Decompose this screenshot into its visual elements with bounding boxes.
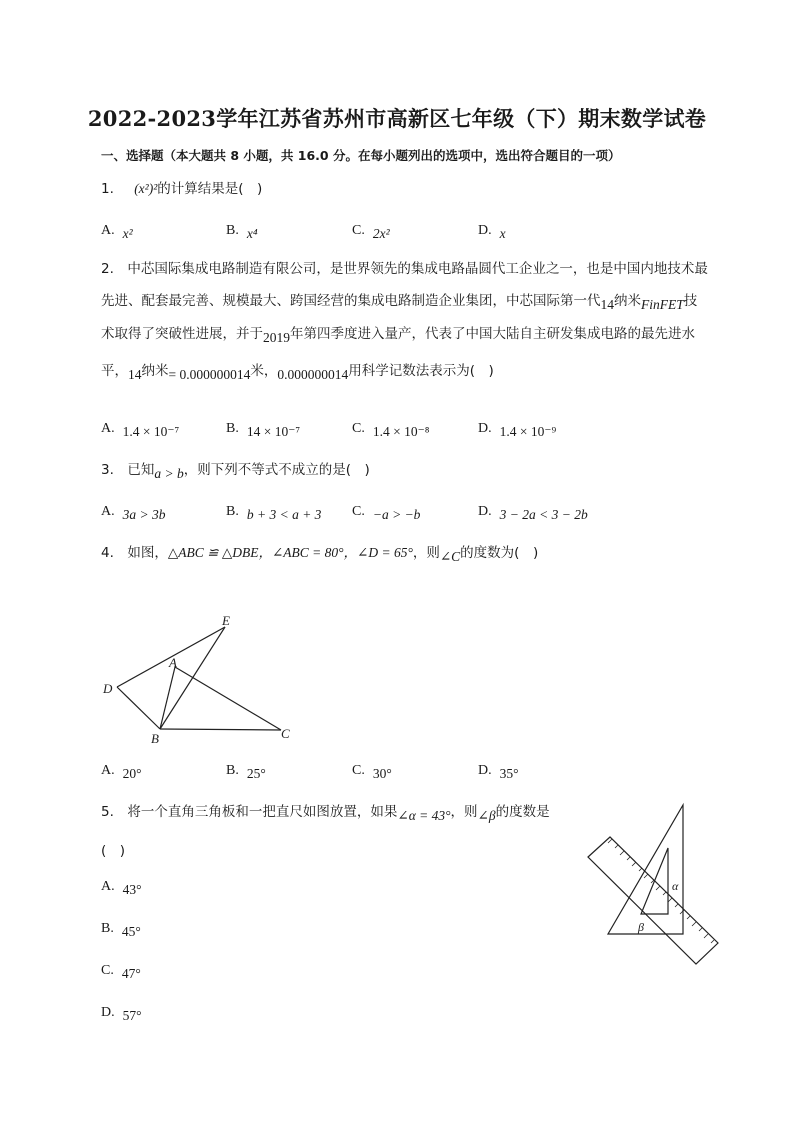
question-3: 3. 已知a > b，则下列不等式不成立的是( ) — [101, 462, 370, 481]
question-2: 2. 中芯国际集成电路制造有限公司，是世界领先的集成电路晶圆代工企业之一，也是中国内地技术最 先进、配套最完善、规模最大、跨国经营的集成电路制造企业集团，中芯国际第一代14纳米FinFET技 术取得了突破性进展，并于2019年第四季度进入量产，代表了中国大陆自主研发集成电路的最先进水 平，14纳米= 0.000000014米，0.000000014用科学记数法表示为( ) — [101, 261, 708, 382]
question-number: 1. — [101, 181, 114, 197]
q1-option-a[interactable]: A. x² — [101, 223, 133, 241]
question-number: 2. — [101, 261, 114, 277]
label-b: B — [151, 731, 159, 746]
q5-option-a[interactable]: A. 43° — [101, 879, 142, 897]
q2-option-b[interactable]: B. 14 × 10⁻⁷ — [226, 421, 301, 439]
q4-option-a[interactable]: A. 20° — [101, 763, 142, 781]
q5-paren: ( ) — [101, 843, 126, 859]
q1-option-c[interactable]: C. 2x² — [352, 223, 390, 241]
q3-option-b[interactable]: B. b + 3 < a + 3 — [226, 504, 322, 522]
label-d: D — [103, 681, 113, 696]
label-alpha: α — [672, 879, 679, 893]
q2-option-a[interactable]: A. 1.4 × 10⁻⁷ — [101, 421, 180, 439]
question-5: 5. 将一个直角三角板和一把直尺如图放置，如果∠α = 43°，则∠β的度数是 — [101, 804, 550, 823]
math-expression: (x²)² — [134, 181, 158, 196]
q3-option-d[interactable]: D. 3 − 2a < 3 − 2b — [478, 504, 588, 522]
section-header: 一、选择题（本大题共 8 小题，共 16.0 分。在每小题列出的选项中，选出符合题目的一项） — [101, 148, 621, 163]
label-a: A — [169, 655, 177, 670]
label-c: C — [281, 726, 290, 741]
question-1 — [101, 180, 262, 198]
q4-option-d[interactable]: D. 35° — [478, 763, 519, 781]
question-text: 的计算结果是( ) — [157, 181, 263, 197]
page-title: 2022-2023学年江苏省苏州市高新区七年级（下）期末数学试卷 — [87, 106, 707, 131]
q1-option-d[interactable]: D. x — [478, 223, 506, 241]
q4-triangle-figure — [95, 605, 305, 750]
q4-option-c[interactable]: C. 30° — [352, 763, 392, 781]
q3-option-c[interactable]: C. −a > −b — [352, 504, 421, 522]
ruler-ticks — [608, 839, 714, 943]
q2-option-c[interactable]: C. 1.4 × 10⁻⁸ — [352, 421, 430, 439]
q5-option-b[interactable]: B. 45° — [101, 921, 141, 939]
q5-option-c[interactable]: C. 47° — [101, 963, 141, 981]
q2-option-d[interactable]: D. 1.4 × 10⁻⁹ — [478, 421, 557, 439]
q5-option-d[interactable]: D. 57° — [101, 1005, 142, 1023]
question-4: 4. 如图，△ABC ≌ △DBE，∠ABC = 80°，∠D = 65°，则∠C的度数为( ) — [101, 545, 539, 564]
label-e: E — [222, 613, 230, 628]
q5-ruler-triangle-figure — [580, 800, 725, 970]
q4-option-b[interactable]: B. 25° — [226, 763, 266, 781]
q3-option-a[interactable]: A. 3a > 3b — [101, 504, 166, 522]
q1-option-b[interactable]: B. x⁴ — [226, 223, 258, 241]
label-beta: β — [638, 920, 644, 934]
